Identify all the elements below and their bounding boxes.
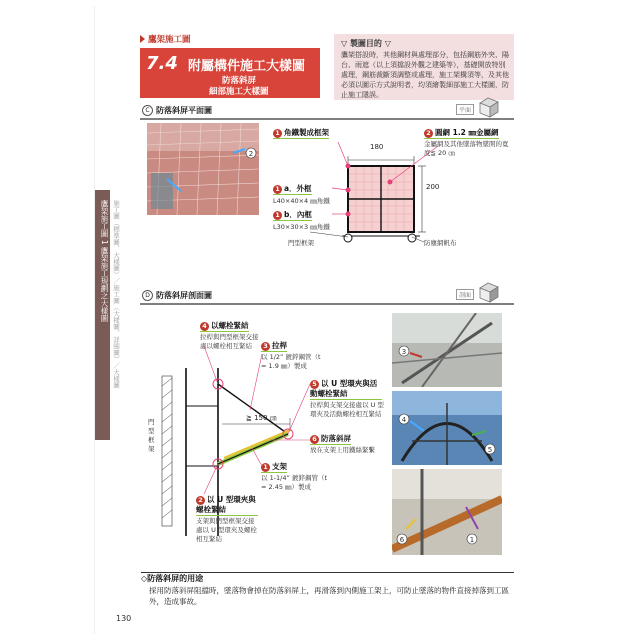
callout-angle-frame: 1 角鐵製成框架 — [273, 128, 329, 139]
svg-text:5: 5 — [487, 446, 493, 454]
svg-text:3: 3 — [401, 348, 407, 356]
note-title: ◇防落斜屏的用途 — [141, 574, 204, 583]
callout-1-icon: 1 — [273, 129, 282, 138]
frame-label: 門型框架 — [148, 418, 155, 453]
dim-150-label: ≧ 150 ㎝ — [246, 414, 277, 422]
callout-bolt-tie: 4 以螺栓緊結 — [200, 321, 249, 332]
panel-c-header: C 防落斜屏平面圖 — [142, 104, 212, 117]
callout-6-icon: 6 — [310, 435, 319, 444]
svg-text:4: 4 — [401, 416, 407, 424]
photo-tie-rod — [392, 313, 502, 387]
frame-pipe-label: 門型框架 — [288, 239, 314, 247]
photo-screen-frame — [392, 391, 502, 465]
callout-3-icon: 3 — [261, 342, 270, 351]
callout-u-clamp-bolt-text: 支架與門型框架交接處以 U 型環夾及螺栓相互緊結 — [196, 517, 257, 543]
photo-safety-screen-plan — [147, 123, 259, 215]
dim-height-label: 200 — [426, 183, 440, 191]
callout-tie-rod-text: 以 1/2” 鍍鋅鋼管（t = 1.9 ㎜）製成 — [261, 353, 321, 370]
callout-5-icon: 5 — [310, 380, 319, 389]
safety-screen — [224, 430, 290, 458]
panel-d-number: D — [142, 290, 153, 301]
callout-2-icon: 2 — [424, 129, 433, 138]
panel-d-header: D 防落斜屏剖面圖 — [142, 289, 212, 302]
purpose-text: 鷹架搭設時，其他鋼材與處理部分，包括鋼筋外突、陽台、雨遮（以上須擋設外觀之建築等），基礎開放特別處理，鋼筋裁斷須調整或處理，施工架構須等，及其他必須以圖示方式說明者，均須繪製細部施工大樣圖，防止施工隱誤。 — [341, 51, 509, 99]
section-tag: 鷹架施工圖 — [140, 32, 224, 46]
photo-support-joint — [392, 469, 502, 555]
callout-mesh: 2 圓網 1.2 ㎜金屬網 — [424, 128, 499, 139]
callout-safety-screen: 6 防落斜屏 — [310, 434, 351, 445]
sidebar-tail-text: 施工圖（標準圖、大樣圖）／施工圖（大樣圖、詳細圖）／大樣圖 — [112, 200, 120, 389]
svg-text:6: 6 — [399, 536, 405, 544]
callout-u-clamp-movable: 5 以 U 型環夾與活動螺栓緊結 — [310, 379, 382, 400]
page-title: 附屬構件施工大樣圖 — [188, 59, 306, 74]
note-text: 採用防落斜屏阻擋時，墜落物會掉在防落斜屏上，再滑落到內側施工架上，可防止墜落的物件直接掉落到工區外，造成事故。 — [149, 586, 509, 606]
callout-1-support-icon: 1 — [261, 463, 270, 472]
callout-u-clamp-bolt: 2 以 U 型環夾與螺栓緊結 — [196, 495, 258, 516]
callout-tie-rod: 3 拉桿 — [261, 341, 287, 352]
callout-outer-frame: 1 a．外框 — [273, 184, 312, 195]
inner-frame-spec: L30×30×3 ㎜角鐵 — [273, 223, 330, 231]
callout-4-icon: 4 — [200, 322, 209, 331]
tie-rod — [218, 384, 288, 434]
panel-d-rule — [140, 303, 514, 305]
triangle-icon — [140, 35, 145, 43]
panel-c-number: C — [142, 105, 153, 116]
callout-support: 1 支架 — [261, 462, 287, 473]
callout-support-text: 以 1-1/4” 鍍鋅鋼管（t = 2.45 ㎜）製成 — [261, 474, 327, 491]
page-subtitle-2: 細部施工大樣圖 — [209, 87, 269, 97]
callout-u-clamp-movable-text: 拉桿與支架交接處以 U 型環夾及活動螺栓相互緊結 — [310, 401, 384, 418]
callout-inner-frame: 1 b．內框 — [273, 210, 312, 221]
callout-1a-icon: 1 — [273, 185, 282, 194]
callout-2-clamp-icon: 2 — [196, 496, 205, 505]
dim-width-label: 180 — [370, 143, 384, 151]
page-subtitle: 防落斜屏 — [222, 76, 257, 86]
sidebar-chapter-label: 鷹架施工圖 1 鷹架施工規劃之大樣圖 — [100, 200, 109, 323]
cube-icon-2 — [478, 281, 500, 303]
cube-icon — [478, 96, 500, 118]
panel-d-tag: 剖面 — [456, 289, 474, 300]
callout-bolt-tie-text: 拉桿與門型框架交接處以螺栓相互緊結 — [200, 333, 259, 350]
purpose-title: ▽ 製圖目的 ▽ — [341, 39, 391, 48]
callout-safety-screen-text: 放在支架上用鐵絲緊繫 — [310, 446, 375, 454]
svg-text:1: 1 — [469, 536, 475, 544]
section-number: 7.4 — [146, 53, 178, 74]
mesh-canvas-label: 防塵網帆布 — [424, 239, 457, 247]
outer-frame-spec: L40×40×4 ㎜角鐵 — [273, 197, 330, 205]
svg-text:2: 2 — [248, 150, 254, 158]
callout-mesh-text: 金屬網及其他墜落物墜開的寬度≦ 20 ㎝ — [424, 140, 509, 157]
page-number: 130 — [116, 614, 132, 623]
panel-c-tag: 平面 — [456, 104, 474, 115]
panel-c-rule — [140, 118, 514, 120]
callout-1b-icon: 1 — [273, 211, 282, 220]
